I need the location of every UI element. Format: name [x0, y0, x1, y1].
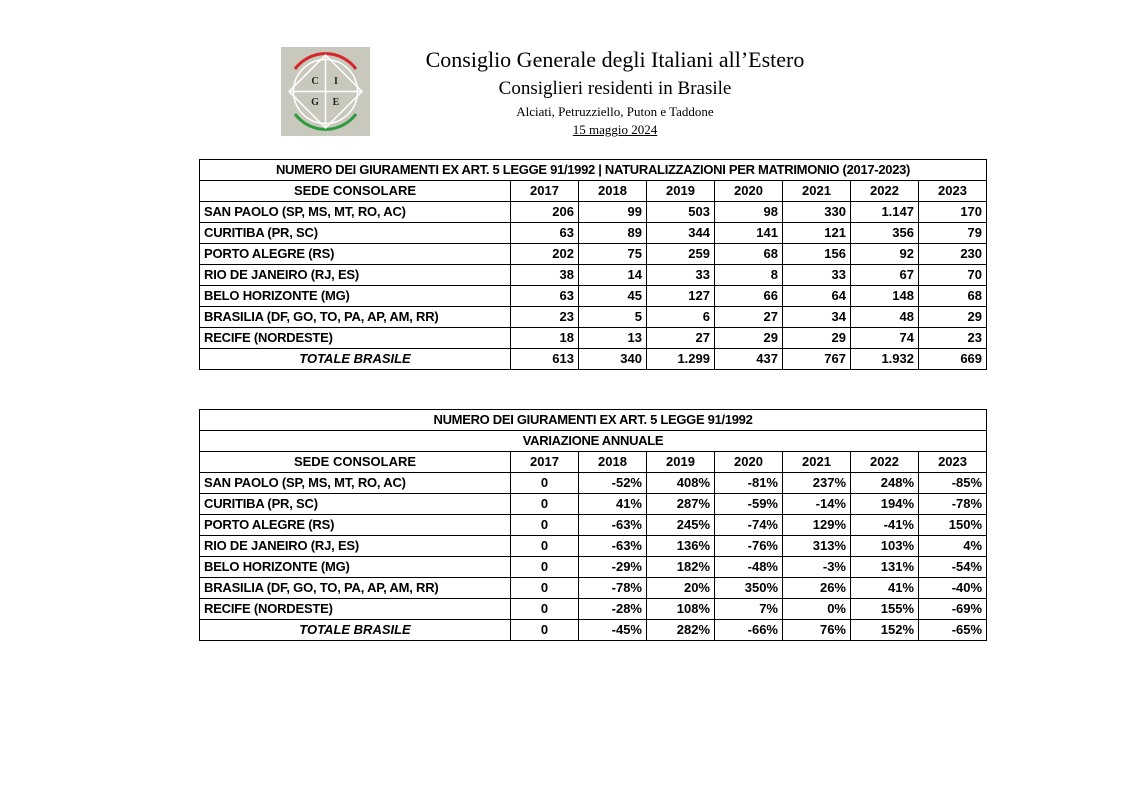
value-cell: 313%: [783, 536, 851, 557]
sede-cell: RECIFE (NORDESTE): [200, 328, 511, 349]
value-cell: -65%: [919, 620, 987, 641]
value-cell: 34: [783, 307, 851, 328]
table2-col-sede: SEDE CONSOLARE: [200, 452, 511, 473]
table2-col-year: 2020: [715, 452, 783, 473]
table-row: [200, 286, 987, 307]
value-cell: 6: [647, 307, 715, 328]
value-cell: 29: [783, 328, 851, 349]
table-row: [200, 557, 987, 578]
sede-cell: RIO DE JANEIRO (RJ, ES): [200, 536, 511, 557]
value-cell: 99: [579, 202, 647, 223]
value-cell: 767: [783, 349, 851, 370]
value-cell: 8: [715, 265, 783, 286]
table2-col-year: 2017: [511, 452, 579, 473]
total-label: TOTALE BRASILE: [200, 620, 511, 641]
value-cell: 27: [715, 307, 783, 328]
cgie-emblem-icon: [281, 47, 370, 136]
table1-header-row: [200, 181, 987, 202]
document-date: 15 maggio 2024: [572, 122, 658, 137]
sede-cell: BELO HORIZONTE (MG): [200, 557, 511, 578]
value-cell: -69%: [919, 599, 987, 620]
value-cell: 27: [647, 328, 715, 349]
logo-letter-e: E: [332, 97, 340, 108]
value-cell: 1.299: [647, 349, 715, 370]
table2-col-year: 2019: [647, 452, 715, 473]
value-cell: 66: [715, 286, 783, 307]
value-cell: 76%: [783, 620, 851, 641]
logo-letter-c: C: [311, 76, 319, 87]
value-cell: -52%: [579, 473, 647, 494]
table1-col-sede: SEDE CONSOLARE: [200, 181, 511, 202]
value-cell: -48%: [715, 557, 783, 578]
value-cell: 0: [511, 557, 579, 578]
value-cell: 0: [511, 536, 579, 557]
sede-cell: SAN PAOLO (SP, MS, MT, RO, AC): [200, 473, 511, 494]
total-row: [200, 349, 987, 370]
document-title: Consiglio Generale degli Italiani all’Estero: [425, 47, 805, 72]
table1-col-year: 2021: [783, 181, 851, 202]
table-row: [200, 223, 987, 244]
value-cell: 282%: [647, 620, 715, 641]
value-cell: 287%: [647, 494, 715, 515]
table2-header-row: [200, 452, 987, 473]
value-cell: 259: [647, 244, 715, 265]
value-cell: 669: [919, 349, 987, 370]
value-cell: -85%: [919, 473, 987, 494]
authors-line: Alciati, Petruzziello, Puton e Taddone: [516, 104, 714, 119]
value-cell: -63%: [579, 515, 647, 536]
value-cell: 503: [647, 202, 715, 223]
value-cell: 1.147: [851, 202, 919, 223]
value-cell: 152%: [851, 620, 919, 641]
table2-col-year: 2018: [579, 452, 647, 473]
value-cell: -45%: [579, 620, 647, 641]
sede-cell: BRASILIA (DF, GO, TO, PA, AP, AM, RR): [200, 307, 511, 328]
table-row: [200, 244, 987, 265]
value-cell: -78%: [919, 494, 987, 515]
sede-cell: BELO HORIZONTE (MG): [200, 286, 511, 307]
table-row: [200, 599, 987, 620]
value-cell: -81%: [715, 473, 783, 494]
value-cell: 194%: [851, 494, 919, 515]
value-cell: 14: [579, 265, 647, 286]
table2-col-year: 2022: [851, 452, 919, 473]
value-cell: 0: [511, 620, 579, 641]
value-cell: 127: [647, 286, 715, 307]
annual-variation-table: [199, 409, 987, 641]
value-cell: 0: [511, 494, 579, 515]
value-cell: 148: [851, 286, 919, 307]
table-row: [200, 328, 987, 349]
value-cell: -78%: [579, 578, 647, 599]
value-cell: 340: [579, 349, 647, 370]
value-cell: 67: [851, 265, 919, 286]
value-cell: 237%: [783, 473, 851, 494]
table1-title: NUMERO DEI GIURAMENTI EX ART. 5 LEGGE 91/1992 | NATURALIZZAZIONI PER MATRIMONIO (2017-2023): [200, 160, 987, 181]
table-row: [200, 515, 987, 536]
value-cell: 5: [579, 307, 647, 328]
table2-subtitle: VARIAZIONE ANNUALE: [200, 431, 987, 452]
table1-col-year: 2017: [511, 181, 579, 202]
value-cell: -41%: [851, 515, 919, 536]
logo-letter-g: G: [311, 97, 319, 108]
value-cell: 155%: [851, 599, 919, 620]
value-cell: 7%: [715, 599, 783, 620]
table-row: [200, 307, 987, 328]
value-cell: 4%: [919, 536, 987, 557]
value-cell: 156: [783, 244, 851, 265]
value-cell: 0: [511, 578, 579, 599]
table2-col-year: 2023: [919, 452, 987, 473]
value-cell: 48: [851, 307, 919, 328]
value-cell: 29: [919, 307, 987, 328]
value-cell: 29: [715, 328, 783, 349]
value-cell: 74: [851, 328, 919, 349]
value-cell: 98: [715, 202, 783, 223]
table1-col-year: 2019: [647, 181, 715, 202]
table-row: [200, 494, 987, 515]
value-cell: 0: [511, 473, 579, 494]
value-cell: 330: [783, 202, 851, 223]
table1-col-year: 2023: [919, 181, 987, 202]
value-cell: 1.932: [851, 349, 919, 370]
sede-cell: SAN PAOLO (SP, MS, MT, RO, AC): [200, 202, 511, 223]
value-cell: 350%: [715, 578, 783, 599]
value-cell: 356: [851, 223, 919, 244]
value-cell: 68: [715, 244, 783, 265]
cgie-logo: [281, 47, 370, 136]
value-cell: 41%: [579, 494, 647, 515]
value-cell: 33: [647, 265, 715, 286]
value-cell: 63: [511, 286, 579, 307]
total-row: [200, 620, 987, 641]
value-cell: 230: [919, 244, 987, 265]
table2-title: NUMERO DEI GIURAMENTI EX ART. 5 LEGGE 91/1992: [200, 410, 987, 431]
table-row: [200, 202, 987, 223]
value-cell: 0%: [783, 599, 851, 620]
value-cell: 20%: [647, 578, 715, 599]
sede-cell: CURITIBA (PR, SC): [200, 494, 511, 515]
value-cell: 68: [919, 286, 987, 307]
value-cell: 344: [647, 223, 715, 244]
value-cell: -40%: [919, 578, 987, 599]
value-cell: 136%: [647, 536, 715, 557]
value-cell: 45: [579, 286, 647, 307]
value-cell: 75: [579, 244, 647, 265]
value-cell: 26%: [783, 578, 851, 599]
table-row: [200, 473, 987, 494]
sede-cell: BRASILIA (DF, GO, TO, PA, AP, AM, RR): [200, 578, 511, 599]
value-cell: 141: [715, 223, 783, 244]
value-cell: 63: [511, 223, 579, 244]
document-subtitle: Consiglieri residenti in Brasile: [498, 78, 732, 99]
value-cell: 79: [919, 223, 987, 244]
value-cell: -76%: [715, 536, 783, 557]
value-cell: 245%: [647, 515, 715, 536]
value-cell: 248%: [851, 473, 919, 494]
value-cell: 408%: [647, 473, 715, 494]
value-cell: 41%: [851, 578, 919, 599]
table-row: [200, 578, 987, 599]
table1-col-year: 2018: [579, 181, 647, 202]
value-cell: 64: [783, 286, 851, 307]
value-cell: 92: [851, 244, 919, 265]
value-cell: 18: [511, 328, 579, 349]
value-cell: 206: [511, 202, 579, 223]
value-cell: -14%: [783, 494, 851, 515]
value-cell: 108%: [647, 599, 715, 620]
value-cell: 150%: [919, 515, 987, 536]
value-cell: -28%: [579, 599, 647, 620]
total-label: TOTALE BRASILE: [200, 349, 511, 370]
value-cell: 0: [511, 599, 579, 620]
value-cell: 33: [783, 265, 851, 286]
value-cell: 170: [919, 202, 987, 223]
sede-cell: PORTO ALEGRE (RS): [200, 244, 511, 265]
value-cell: 613: [511, 349, 579, 370]
table2-col-year: 2021: [783, 452, 851, 473]
value-cell: 437: [715, 349, 783, 370]
value-cell: 0: [511, 515, 579, 536]
value-cell: 38: [511, 265, 579, 286]
value-cell: -74%: [715, 515, 783, 536]
naturalizations-table: [199, 159, 987, 370]
value-cell: -63%: [579, 536, 647, 557]
sede-cell: CURITIBA (PR, SC): [200, 223, 511, 244]
value-cell: 131%: [851, 557, 919, 578]
table1-col-year: 2022: [851, 181, 919, 202]
table-row: [200, 265, 987, 286]
value-cell: 13: [579, 328, 647, 349]
value-cell: -59%: [715, 494, 783, 515]
logo-letter-i: I: [334, 76, 338, 87]
value-cell: 129%: [783, 515, 851, 536]
value-cell: 121: [783, 223, 851, 244]
table-row: [200, 536, 987, 557]
value-cell: -66%: [715, 620, 783, 641]
value-cell: -29%: [579, 557, 647, 578]
value-cell: -3%: [783, 557, 851, 578]
value-cell: 202: [511, 244, 579, 265]
value-cell: 23: [919, 328, 987, 349]
table1-col-year: 2020: [715, 181, 783, 202]
value-cell: 89: [579, 223, 647, 244]
value-cell: 70: [919, 265, 987, 286]
sede-cell: RECIFE (NORDESTE): [200, 599, 511, 620]
sede-cell: PORTO ALEGRE (RS): [200, 515, 511, 536]
sede-cell: RIO DE JANEIRO (RJ, ES): [200, 265, 511, 286]
value-cell: -54%: [919, 557, 987, 578]
value-cell: 23: [511, 307, 579, 328]
value-cell: 103%: [851, 536, 919, 557]
value-cell: 182%: [647, 557, 715, 578]
